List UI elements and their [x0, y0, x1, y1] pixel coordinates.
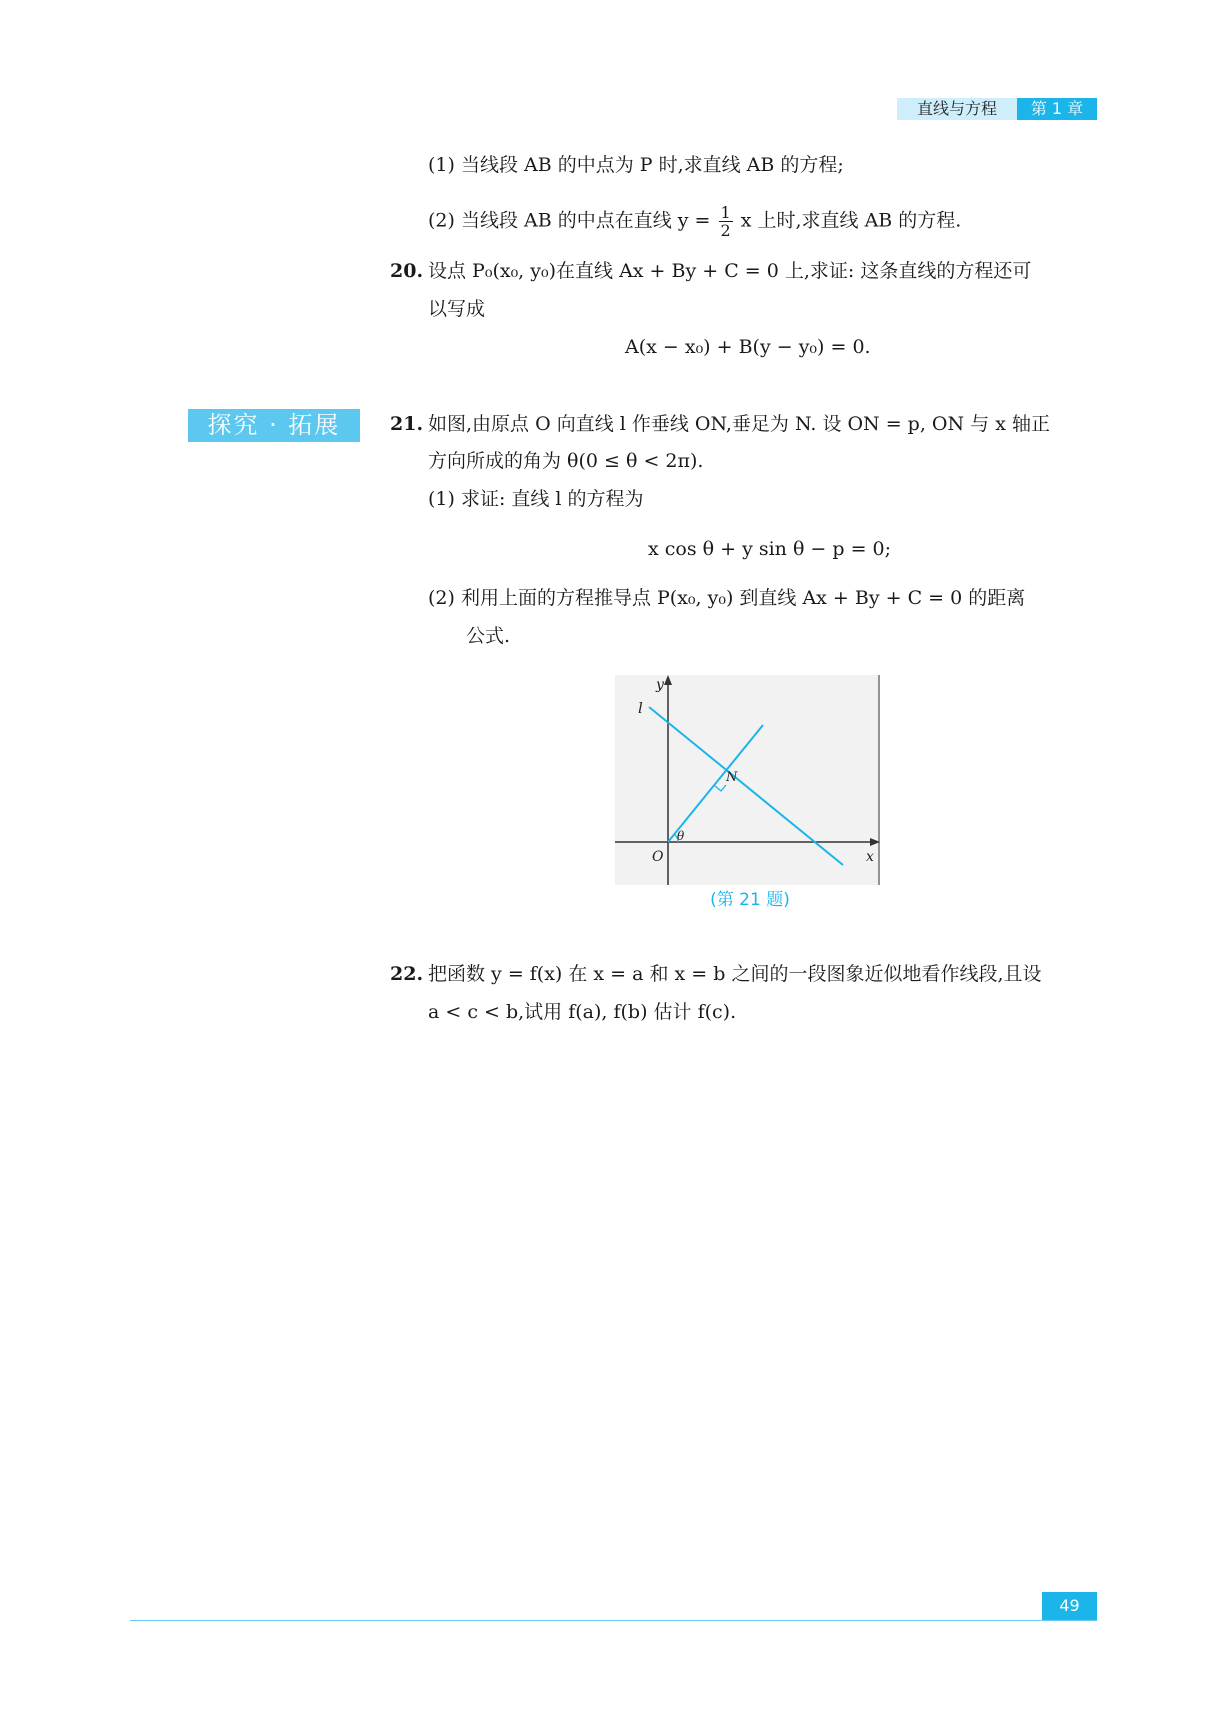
page-number: 49	[1042, 1592, 1097, 1620]
q22-line2: a < c < b,试用 f(a), f(b) 估计 f(c).	[428, 1001, 737, 1023]
q21-part2-line1: (2) 利用上面的方程推导点 P(x₀, y₀) 到直线 Ax + By + C = 0 的距离	[428, 587, 1026, 609]
fraction-denominator: 2	[720, 221, 731, 240]
q20-number: 20.	[390, 260, 424, 282]
q21-line1: 如图,由原点 O 向直线 l 作垂线 ON,垂足为 N. 设 ON = p, ON 与 x 轴正	[428, 413, 1050, 435]
fraction	[719, 204, 733, 239]
line-l-label: l	[638, 699, 643, 717]
q21-formula: x cos θ + y sin θ − p = 0;	[648, 538, 892, 560]
q21-part2-line2: 公式.	[466, 625, 511, 647]
section-title: 直线与方程	[897, 98, 1017, 120]
q19-part2-before: (2) 当线段 AB 的中点在直线 y =	[428, 209, 711, 232]
x-axis-label: x	[866, 849, 874, 865]
q19-part1: (1) 当线段 AB 的中点为 P 时,求直线 AB 的方程;	[428, 154, 844, 176]
q20-line2: 以写成	[428, 298, 486, 320]
q21-line2: 方向所成的角为 θ(0 ≤ θ < 2π).	[428, 450, 704, 472]
chapter-label: 第 1 章	[1017, 98, 1097, 120]
figure-caption: (第 21 题)	[710, 890, 790, 910]
explore-extend-badge: 探究 · 拓展	[188, 409, 360, 442]
q21-figure	[615, 675, 880, 885]
q20-line1: 设点 P₀(x₀, y₀)在直线 Ax + By + C = 0 上,求证: 这条直线的方程还可	[428, 260, 1032, 282]
theta-label: θ	[677, 829, 685, 843]
q19-part2-after: x 上时,求直线 AB 的方程.	[740, 209, 962, 232]
footer-rule	[130, 1620, 1097, 1621]
q22-line1: 把函数 y = f(x) 在 x = a 和 x = b 之间的一段图象近似地看作线段,且设	[428, 963, 1042, 985]
q22-number: 22.	[390, 963, 424, 985]
q21-number: 21.	[390, 413, 424, 435]
q21-part1: (1) 求证: 直线 l 的方程为	[428, 488, 644, 510]
origin-O-label: O	[652, 849, 664, 865]
point-N-label: N	[726, 770, 738, 785]
q19-part2	[428, 204, 961, 239]
y-axis-label: y	[656, 677, 664, 693]
fraction-numerator: 1	[720, 203, 731, 222]
q20-formula: A(x − x₀) + B(y − y₀) = 0.	[625, 336, 871, 358]
